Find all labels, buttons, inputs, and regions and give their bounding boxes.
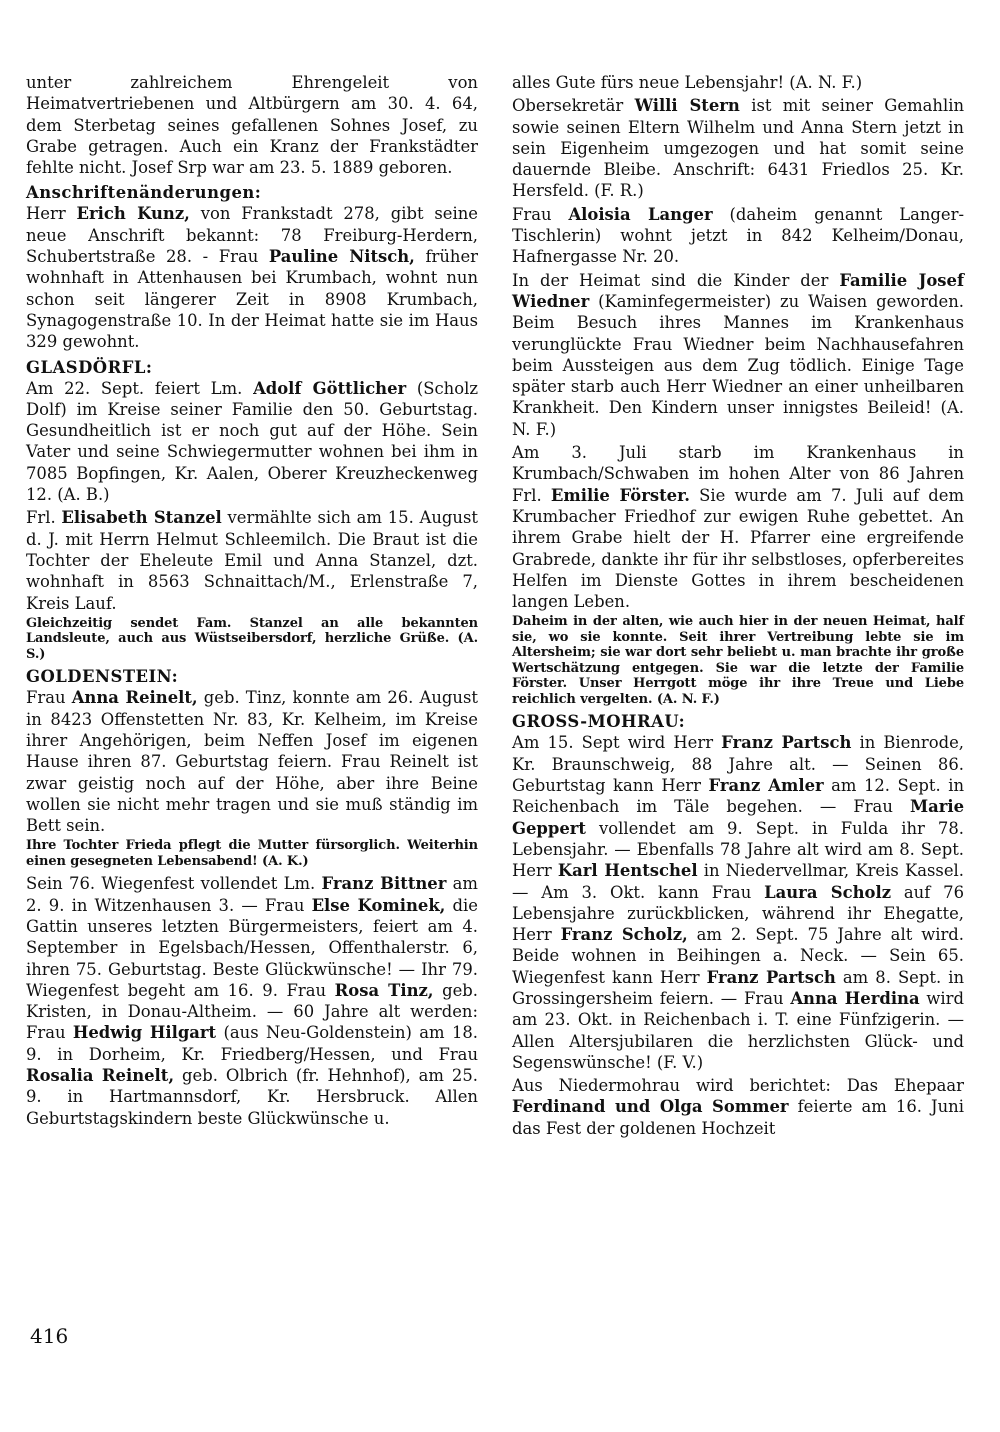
bold-name: Anna Herdina — [790, 988, 920, 1008]
text-run: Obersekretär — [512, 96, 635, 116]
bold-name: Else Kominek, — [311, 895, 446, 915]
left-section-heading — [26, 182, 478, 203]
bold-name: Emilie Förster. — [550, 485, 690, 505]
text-run: Anschriftenänderungen: — [26, 183, 262, 203]
bold-name: Hedwig Hilgart — [72, 1023, 217, 1043]
bold-name: Ferdinand und Olga Sommer — [512, 1097, 789, 1117]
left-section-heading — [26, 666, 478, 687]
bold-name: Laura Scholz — [764, 882, 892, 902]
left-section-heading — [26, 357, 478, 378]
text-run: die Gattin unseres letzten Bürgermeisters, feiert am 4. September in Egelsbach/Hessen, Offenthalerstr. 6, ihren 75. Geburtstag. Beste Glückwünsche! — Ihr 79. Wiegenfest begeht am 16. 9. Frau — [26, 895, 478, 1000]
left-paragraph — [26, 873, 478, 1129]
left-paragraph — [26, 507, 478, 613]
right-small-note — [512, 614, 964, 707]
text-run: vollendet am 9. Sept. in Fulda ihr 78. Lebensjahr. — Ebenfalls 78 Jahre alt wird am 8. Sept. Herr — [512, 818, 964, 881]
text-run: am 2. 9. in Witzenhausen 3. — Frau — [26, 874, 478, 915]
text-run: (aus Neu-Goldenstein) am 18. 9. in Dorheim, Kr. Friedberg/Hessen, und Frau — [26, 1023, 479, 1064]
bold-name: Franz Amler — [708, 776, 824, 796]
bold-name: Elisabeth Stanzel — [61, 508, 222, 528]
text-run: GLASDÖRFL: — [26, 357, 153, 377]
text-run: (daheim genannt Langer-Tischlerin) wohnt jetzt in 842 Kelheim/Donau, Hafnergasse Nr. 20. — [512, 204, 964, 267]
left-paragraph — [26, 687, 478, 836]
bold-name: Pauline Nitsch, — [268, 247, 415, 267]
left-small-note — [26, 616, 478, 663]
text-run: Am 3. Juli starb im Krankenhaus in Krumbach/Schwaben im hohen Alter von 86 Jahren Frl. — [512, 443, 964, 505]
text-run: geb. Tinz, konnte am 26. August in 8423 Offenstetten Nr. 83, Kr. Kelheim, im Kreise ihrer Angehörigen, beim Neffen Josef im eigenen Hause ihren 87. Geburtstag feiern. Frau Reinelt ist zwar geistig noch auf der Höhe, aber ihre Beine wollen sie nicht mehr tragen und sie muß ständig im Bett sein. — [26, 688, 478, 836]
text-run: Frau — [26, 688, 72, 708]
text-run: GROSS-MOHRAU: — [512, 712, 686, 732]
bold-name: Franz Partsch — [706, 967, 836, 987]
right-section-heading — [512, 711, 964, 732]
bold-name: Karl Hentschel — [557, 861, 698, 881]
left-paragraph — [26, 203, 478, 352]
text-run: Gleichzeitig sendet Fam. Stanzel an alle bekannten Landsleute, auch aus Wüstseibersdorf, herzliche Grüße. (A. S.) — [26, 615, 478, 662]
text-run: von Frankstadt 278, gibt seine neue Anschrift bekannt: 78 Freiburg-Herdern, Schubertstraße 28. - Frau — [26, 204, 478, 267]
text-run: Daheim in der alten, wie auch hier in der neuen Heimat, half sie, wo sie konnte. Seit ihrer Vertreibung lebte sie im Altersheim; sie war dort sehr beliebt u. man brachte ihr große Wertschätzung entgegen. Sie war die letzte der Familie Förster. Unser Herrgott möge ihr ihre Treue und Liebe reichlich vergelten. (A. N. F.) — [512, 614, 964, 707]
bold-name: Franz Scholz, — [560, 925, 688, 945]
text-run: GOLDENSTEIN: — [26, 667, 179, 687]
right-paragraph — [512, 270, 964, 440]
left-small-note — [26, 838, 478, 869]
text-run: am 8. Sept. in Grossingersheim feiern. — Frau — [512, 967, 965, 1008]
text-run: auf 76 Lebensjahre zurückblicken, während ihr Ehegatte, Herr — [512, 882, 964, 945]
text-run: am 2. Sept. 75 Jahre alt wird. Beide wohnen in Beihingen a. Neck. — Sein 65. Wiegenfest kann Herr — [512, 925, 964, 987]
right-column — [512, 72, 964, 1141]
bold-name: Franz Bittner — [321, 874, 447, 894]
left-paragraph — [26, 72, 478, 178]
bold-name: Anna Reinelt, — [71, 688, 198, 708]
text-run: Aus Niedermohrau wird berichtet: Das Ehepaar — [512, 1076, 964, 1096]
left-column — [26, 72, 478, 1131]
text-run: ist mit seiner Gemahlin sowie seinen Eltern Wilhelm und Anna Stern jetzt in sein Eigenheim umgezogen und hat somit seine dauernde Bleibe. Anschrift: 6431 Friedlos 25. Kr. Hersfeld. (F. R.) — [512, 96, 965, 201]
text-run: Herr — [26, 204, 77, 224]
page-number: 416 — [30, 1324, 69, 1348]
text-run: In der Heimat sind die Kinder der — [512, 270, 840, 290]
text-run: geb. Olbrich (fr. Hehnhof), am 25. 9. in Hartmannsdorf, Kr. Hersbruck. Allen Geburtstagskindern beste Glückwünsche u. — [26, 1066, 478, 1128]
text-run: am 12. Sept. in Reichenbach im Täle begehen. — Frau — [512, 776, 965, 817]
bold-name: Adolf Göttlicher — [253, 378, 407, 398]
text-run: vermählte sich am 15. August d. J. mit Herrn Helmut Schleemilch. Die Braut ist die Tochter der Eheleute Emil und Anna Stanzel, dzt. wohnhaft in 8563 Schnaittach/M., Erlenstraße 7, Kreis Lauf. — [26, 508, 478, 613]
text-run: Frl. — [26, 508, 62, 528]
right-paragraph — [512, 204, 964, 268]
right-paragraph — [512, 442, 964, 612]
right-paragraph — [512, 72, 964, 93]
text-run: feierte am 16. Juni das Fest der goldenen Hochzeit — [512, 1097, 964, 1138]
bold-name: Familie Josef Wiedner — [512, 270, 964, 311]
text-run: Am 15. Sept wird Herr — [512, 733, 722, 753]
text-run: (Scholz Dolf) im Kreise seiner Familie den 50. Geburtstag. Gesundheitlich ist er noch gut auf der Höhe. Sein Vater und seine Schwiegermutter wohnen bei ihm in 7085 Bopfingen, Kr. Aalen, Oberer Kreuzheckenweg 12. (A. B.) — [26, 378, 478, 505]
text-run: früher wohnhaft in Attenhausen bei Krumbach, wohnt nun schon seit längerer Zeit in 8908 Krumbach, Synagogenstraße 10. In der Heimat hatte sie im Haus 329 gewohnt. — [26, 247, 479, 352]
bold-name: Rosa Tinz, — [334, 980, 434, 1000]
right-paragraph — [512, 95, 964, 201]
bold-name: Rosalia Reinelt, — [26, 1066, 175, 1086]
bold-name: Marie Geppert — [512, 797, 964, 838]
bold-name: Franz Partsch — [721, 733, 852, 753]
bold-name: Erich Kunz, — [76, 204, 190, 224]
text-run: Sie wurde am 7. Juli auf dem Krumbacher Friedhof zur ewigen Ruhe gebettet. An ihrem Grabe hielt der H. Pfarrer eine ergreifende Grabrede, dankte ihr für ihr selbstloses, opferbereites Helfen im Dienste Gottes in ihrem bescheidenen langen Leben. — [512, 485, 964, 612]
right-paragraph — [512, 1075, 964, 1139]
text-run: Ihre Tochter Frieda pflegt die Mutter fürsorglich. Weiterhin einen gesegneten Lebensabend! (A. K.) — [26, 838, 478, 869]
text-run: alles Gute fürs neue Lebensjahr! (A. N. F.) — [512, 73, 863, 92]
bold-name: Aloisia Langer — [568, 204, 713, 224]
right-paragraph — [512, 732, 964, 1073]
left-paragraph — [26, 378, 478, 506]
text-run: Frau — [512, 204, 569, 224]
text-run: in Niedervellmar, Kreis Kassel. — Am 3. Okt. kann Frau — [512, 861, 964, 902]
text-run: (Kaminfegermeister) zu Waisen geworden. Beim Besuch ihres Mannes im Krankenhaus verunglückte Frau Wiedner beim Nachhausefahren beim Aussteigen aus dem Zug tödlich. Einige Tage später starb auch Herr Wiedner an einer unheilbaren Krankheit. Den Kindern unser innigstes Beileid! (A. N. F.) — [512, 291, 964, 439]
bold-name: Willi Stern — [634, 96, 740, 116]
text-run: wird am 23. Okt. in Reichenbach i. T. eine Fünfzigerin. — Allen Altersjubilaren die herzlichsten Glück- und Segenswünsche! (F. V.) — [512, 988, 964, 1072]
text-run: Sein 76. Wiegenfest vollendet Lm. — [26, 874, 322, 894]
text-run: in Bienrode, Kr. Braunschweig, 88 Jahre alt. — Seinen 86. Geburtstag kann Herr — [512, 733, 964, 796]
text-run: geb. Kristen, in Donau-Altheim. — 60 Jahre alt werden: Frau — [26, 980, 479, 1043]
text-run: Am 22. Sept. feiert Lm. — [26, 378, 254, 398]
text-run: unter zahlreichem Ehrengeleit von Heimatvertriebenen und Altbürgern am 30. 4. 64, dem Sterbetag seines gefallenen Sohnes Josef, zu Grabe getragen. Auch ein Kranz der Frankstädter fehlte nicht. Josef Srp war am 23. 5. 1889 geboren. — [26, 73, 478, 178]
